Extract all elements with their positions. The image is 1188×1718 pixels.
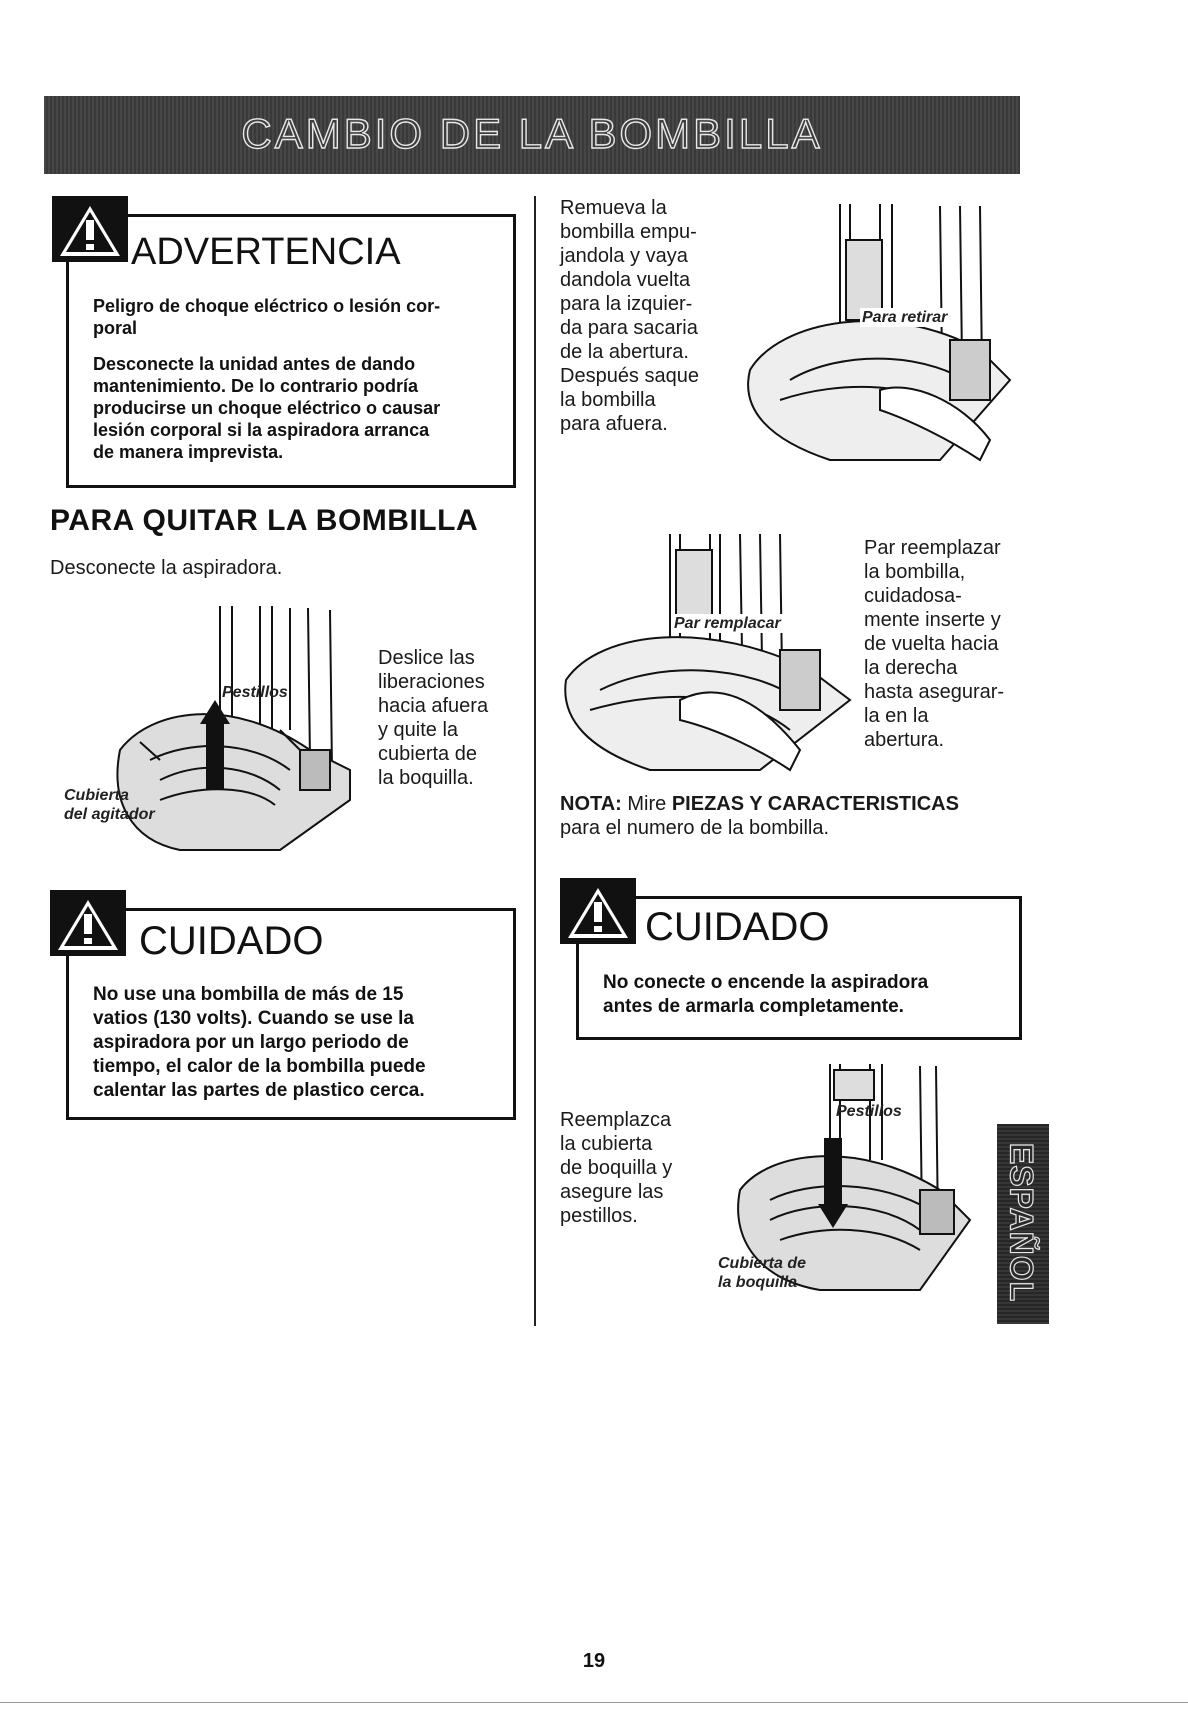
advertencia-box <box>66 214 516 488</box>
cuidado-right-box <box>576 896 1022 1040</box>
nota-label: NOTA: <box>560 793 622 815</box>
cuidado-left-body: No use una bombilla de más de 15 vatios (130 volts). Cuando se use la aspiradora por un largo periodo de tiempo, el calor de la bombilla puede calentar las partes de plastico cerca. <box>93 984 426 1101</box>
page-number: 19 <box>582 1650 606 1672</box>
label-latches-2: Pestillos <box>836 1103 902 1120</box>
label-nozzle-cover: Cubierta de la boquilla <box>718 1255 807 1291</box>
cuidado-right-heading: CUIDADO <box>645 905 830 949</box>
cuidado-right-body: No conecte o encende la aspiradora antes de armarla completamente. <box>603 972 929 1017</box>
language-tab: ESPAÑOL <box>997 1124 1049 1324</box>
advertencia-body: Desconecte la unidad antes de dando mantenimiento. De lo contrario podría producirse un choque eléctrico o causar lesión corporal si la aspiradora arranca de manera imprevista. <box>93 354 441 462</box>
section-title: PARA QUITAR LA BOMBILLA <box>50 504 479 537</box>
advertencia-hazard: Peligro de choque eléctrico o lesión cor- poral <box>93 296 441 338</box>
footer-rule <box>0 1702 1188 1703</box>
section-intro: Desconecte la aspiradora. <box>50 557 283 579</box>
label-par-remplacar: Par remplacar <box>674 615 781 632</box>
label-agitator-cover: Cubierta del agitador <box>64 787 155 823</box>
warning-triangle-icon <box>52 196 128 262</box>
label-para-retirar: Para retirar <box>862 309 948 326</box>
step4-text: Reemplazca la cubierta de boquilla y asegure las pestillos. <box>560 1109 673 1227</box>
header-banner <box>44 96 1020 174</box>
column-divider <box>534 196 536 1326</box>
step2-text: Remueva la bombilla empu- jandola y vaya dandola vuelta para la izquier- da para sacaria de la abertura. Después saque la bombilla para afuera. <box>560 197 699 435</box>
bulb-removal-illustration <box>740 200 1020 480</box>
bulb-replacement-illustration <box>560 530 860 780</box>
nota-reference: PIEZAS Y CARACTERISTICAS <box>671 793 959 815</box>
step3-text: Par reemplazar la bombilla, cuidadosa- mente inserte y de vuelta hacia la derecha hasta asegurar- la en la abertura. <box>864 537 1005 751</box>
caution-triangle-icon-left <box>50 890 126 956</box>
step1-text: Deslice las liberaciones hacia afuera y quite la cubierta de la boquilla. <box>378 647 489 789</box>
cuidado-left-heading: CUIDADO <box>139 919 324 963</box>
caution-triangle-icon-right <box>560 878 636 944</box>
page-title: CAMBIO DE LA BOMBILLA <box>241 110 823 157</box>
cuidado-left-box <box>66 908 516 1120</box>
advertencia-heading: ADVERTENCIA <box>131 231 401 273</box>
label-latches-1: Pestillos <box>222 684 288 701</box>
nota: NOTA: Mire PIEZAS Y CARACTERISTICAS para el numero de la bombilla. <box>560 793 959 839</box>
